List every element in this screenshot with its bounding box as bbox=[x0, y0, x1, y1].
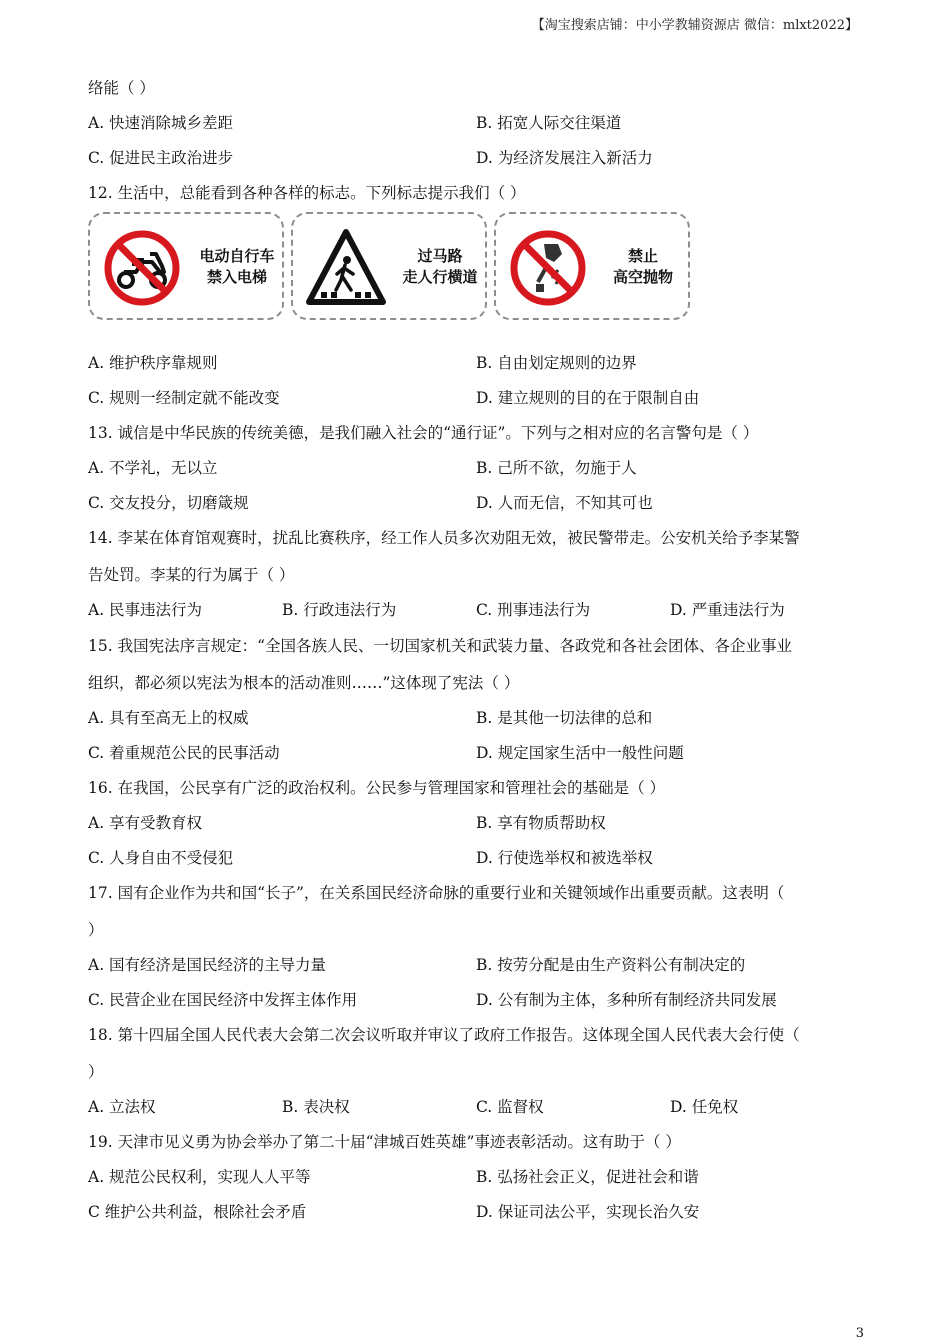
q14-stem-line1: 14. 李某在体育馆观赛时，扰乱比赛秩序，经工作人员多次劝阻无效，被民警带走。公安机关给予李某警 bbox=[88, 529, 800, 547]
q13-option-d: D. 人而无信，不知其可也 bbox=[476, 494, 653, 512]
q15-stem-line2: 组织，都必须以宪法为根本的活动准则……”这体现了宪法（ ） bbox=[88, 674, 520, 692]
sign-1-line2: 禁入电梯 bbox=[206, 268, 267, 286]
q19-option-b: B. 弘扬社会正义，促进社会和谐 bbox=[476, 1168, 699, 1186]
sign-1-line1: 电动自行车 bbox=[199, 247, 275, 265]
q14-stem-line2: 告处罚。李某的行为属于（ ） bbox=[88, 566, 295, 584]
q14-option-d: D. 严重违法行为 bbox=[670, 601, 785, 619]
q18-stem-line1: 18. 第十四届全国人民代表大会第二次会议听取并审议了政府工作报告。这体现全国人民代表大会行使（ bbox=[88, 1026, 800, 1044]
q12-option-c: C. 规则一经制定就不能改变 bbox=[88, 389, 280, 407]
q11-stem-tail: 络能（ ） bbox=[88, 79, 155, 97]
q13-option-c: C. 交友投分，切磨箴规 bbox=[88, 494, 249, 512]
q14-option-c: C. 刑事违法行为 bbox=[476, 601, 591, 619]
q17-option-a: A. 国有经济是国民经济的主导力量 bbox=[88, 956, 327, 974]
q11-option-d: D. 为经济发展注入新活力 bbox=[476, 149, 653, 167]
q18-option-b: B. 表决权 bbox=[282, 1098, 350, 1116]
q18-stem-line2: ） bbox=[88, 1063, 104, 1081]
q19-option-a: A. 规范公民权利，实现人人平等 bbox=[88, 1168, 311, 1186]
q11-option-c: C. 促进民主政治进步 bbox=[88, 149, 234, 167]
no-throwing-from-height-icon bbox=[508, 228, 588, 308]
sign-no-throwing-from-height bbox=[494, 212, 690, 320]
q15-option-d: D. 规定国家生活中一般性问题 bbox=[476, 744, 684, 762]
sign-3-line2: 高空抛物 bbox=[612, 268, 673, 286]
q19-option-d: D. 保证司法公平，实现长治久安 bbox=[476, 1203, 700, 1221]
q15-option-a: A. 具有至高无上的权威 bbox=[88, 709, 249, 727]
q13-option-a: A. 不学礼，无以立 bbox=[88, 459, 218, 477]
q18-option-d: D. 任免权 bbox=[670, 1098, 739, 1116]
q15-stem-line1: 15. 我国宪法序言规定：“全国各族人民、一切国家机关和武装力量、各政党和各社会团体、各企业事业 bbox=[88, 637, 793, 655]
header-shop-note: 【淘宝搜索店铺：中小学教辅资源店 微信：mlxt2022】 bbox=[531, 18, 858, 33]
q12-option-a: A. 维护秩序靠规则 bbox=[88, 354, 218, 372]
sign-2-line1: 过马路 bbox=[417, 247, 463, 265]
q15-option-b: B. 是其他一切法律的总和 bbox=[476, 709, 653, 727]
q17-option-b: B. 按劳分配是由生产资料公有制决定的 bbox=[476, 956, 746, 974]
q14-option-b: B. 行政违法行为 bbox=[282, 601, 397, 619]
q18-option-a: A. 立法权 bbox=[88, 1098, 156, 1116]
q17-stem-line1: 17. 国有企业作为共和国“长子”，在关系国民经济命脉的重要行业和关键领域作出重要贡献。这表明（ bbox=[88, 884, 785, 902]
q16-option-d: D. 行使选举权和被选举权 bbox=[476, 849, 653, 867]
q12-option-d: D. 建立规则的目的在于限制自由 bbox=[476, 389, 700, 407]
q15-option-c: C. 着重规范公民的民事活动 bbox=[88, 744, 280, 762]
q17-option-d: D. 公有制为主体，多种所有制经济共同发展 bbox=[476, 991, 777, 1009]
sign-3-line1: 禁止 bbox=[627, 247, 658, 265]
no-electric-scooter-icon bbox=[102, 228, 182, 308]
q13-stem: 13. 诚信是中华民族的传统美德，是我们融入社会的“通行证”。下列与之相对应的名言警句是（ ） bbox=[88, 424, 759, 442]
q16-option-b: B. 享有物质帮助权 bbox=[476, 814, 606, 832]
sign-2-line2: 走人行横道 bbox=[402, 268, 478, 286]
q12-stem: 12. 生活中，总能看到各种各样的标志。下列标志提示我们（ ） bbox=[88, 184, 526, 202]
q13-option-b: B. 己所不欲，勿施于人 bbox=[476, 459, 637, 477]
q14-option-a: A. 民事违法行为 bbox=[88, 601, 203, 619]
q16-option-c: C. 人身自由不受侵犯 bbox=[88, 849, 234, 867]
q19-stem: 19. 天津市见义勇为协会举办了第二十届“津城百姓英雄”事迹表彰活动。这有助于（ ） bbox=[88, 1133, 681, 1151]
sign-pedestrian-crossing bbox=[291, 212, 487, 320]
q17-stem-line2: ） bbox=[88, 921, 104, 939]
q11-option-a: A. 快速消除城乡差距 bbox=[88, 114, 234, 132]
q17-option-c: C. 民营企业在国民经济中发挥主体作用 bbox=[88, 991, 358, 1009]
q16-stem: 16. 在我国，公民享有广泛的政治权利。公民参与管理国家和管理社会的基础是（ ） bbox=[88, 779, 666, 797]
q19-option-c: C 维护公共利益，根除社会矛盾 bbox=[88, 1203, 307, 1221]
q12-sign-images bbox=[88, 212, 694, 324]
sign-no-electric-scooter bbox=[88, 212, 284, 320]
q11-option-b: B. 拓宽人际交往渠道 bbox=[476, 114, 622, 132]
page-number: 3 bbox=[855, 1326, 864, 1341]
q16-option-a: A. 享有受教育权 bbox=[88, 814, 203, 832]
q18-option-c: C. 监督权 bbox=[476, 1098, 544, 1116]
q12-option-b: B. 自由划定规则的边界 bbox=[476, 354, 637, 372]
pedestrian-crossing-icon bbox=[305, 228, 387, 308]
